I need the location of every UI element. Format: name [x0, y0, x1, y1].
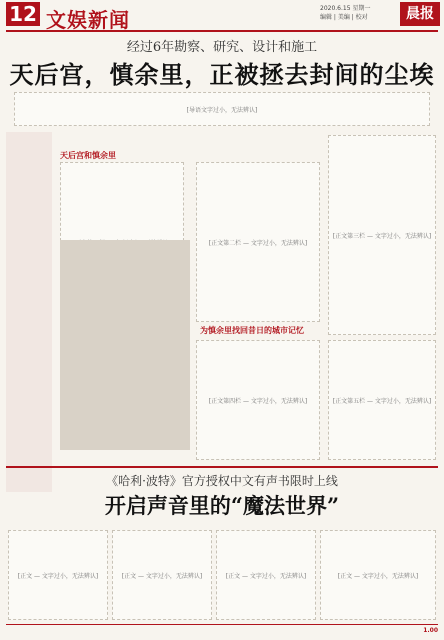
article-divider	[6, 466, 438, 468]
article2-kicker: 《哈利·波特》官方授权中文有声书限时上线	[106, 474, 338, 488]
article1-photo	[60, 240, 190, 450]
article1-column-2	[196, 162, 320, 322]
article1-column-5	[328, 340, 436, 460]
article2-column-2	[112, 530, 212, 620]
footer-rule	[6, 624, 438, 625]
lede-text: [导语文字过小，无法辨认]	[14, 92, 430, 126]
column-text: [正文 — 文字过小，无法辨认]	[8, 530, 108, 620]
article1-subhead-2: 为慎余里找回昔日的城市记忆	[200, 325, 304, 335]
column-text: [正文 — 文字过小，无法辨认]	[112, 530, 212, 620]
article1-column-3	[328, 135, 436, 335]
page-header	[0, 0, 444, 30]
header-rule	[6, 30, 438, 32]
page-number: 12	[6, 2, 40, 26]
column-text: [正文第四栏 — 文字过小，无法辨认]	[196, 340, 320, 460]
article1-lede	[14, 92, 430, 126]
masthead-logo: 晨报	[400, 2, 440, 26]
column-text: [正文第三栏 — 文字过小，无法辨认]	[328, 135, 436, 335]
editor-line: 编辑 | 美编 | 校对	[320, 14, 368, 21]
article1-subhead: 天后宫和慎余里	[60, 150, 116, 160]
price: 1.00	[423, 627, 438, 634]
article2-headline: 开启声音里的“魔法世界”	[104, 493, 340, 518]
sidebar-panel	[6, 132, 52, 492]
article1-kicker: 经过6年勘察、研究、设计和施工	[126, 40, 318, 55]
article2-column-4	[320, 530, 436, 620]
date-line: 2020.6.15 星期一	[320, 5, 371, 12]
column-text: [正文第五栏 — 文字过小，无法辨认]	[328, 340, 436, 460]
column-text: [正文 — 文字过小，无法辨认]	[320, 530, 436, 620]
article1-column-4	[196, 340, 320, 460]
article2-column-3	[216, 530, 316, 620]
article2-column-1	[8, 530, 108, 620]
column-text: [正文 — 文字过小，无法辨认]	[216, 530, 316, 620]
page-footer	[6, 627, 438, 634]
column-text: [正文第二栏 — 文字过小，无法辨认]	[196, 162, 320, 322]
section-title: 文娱新闻	[46, 8, 130, 32]
article1-headline: 天后宫，慎余里，正被拯去封间的尘埃	[9, 60, 435, 89]
